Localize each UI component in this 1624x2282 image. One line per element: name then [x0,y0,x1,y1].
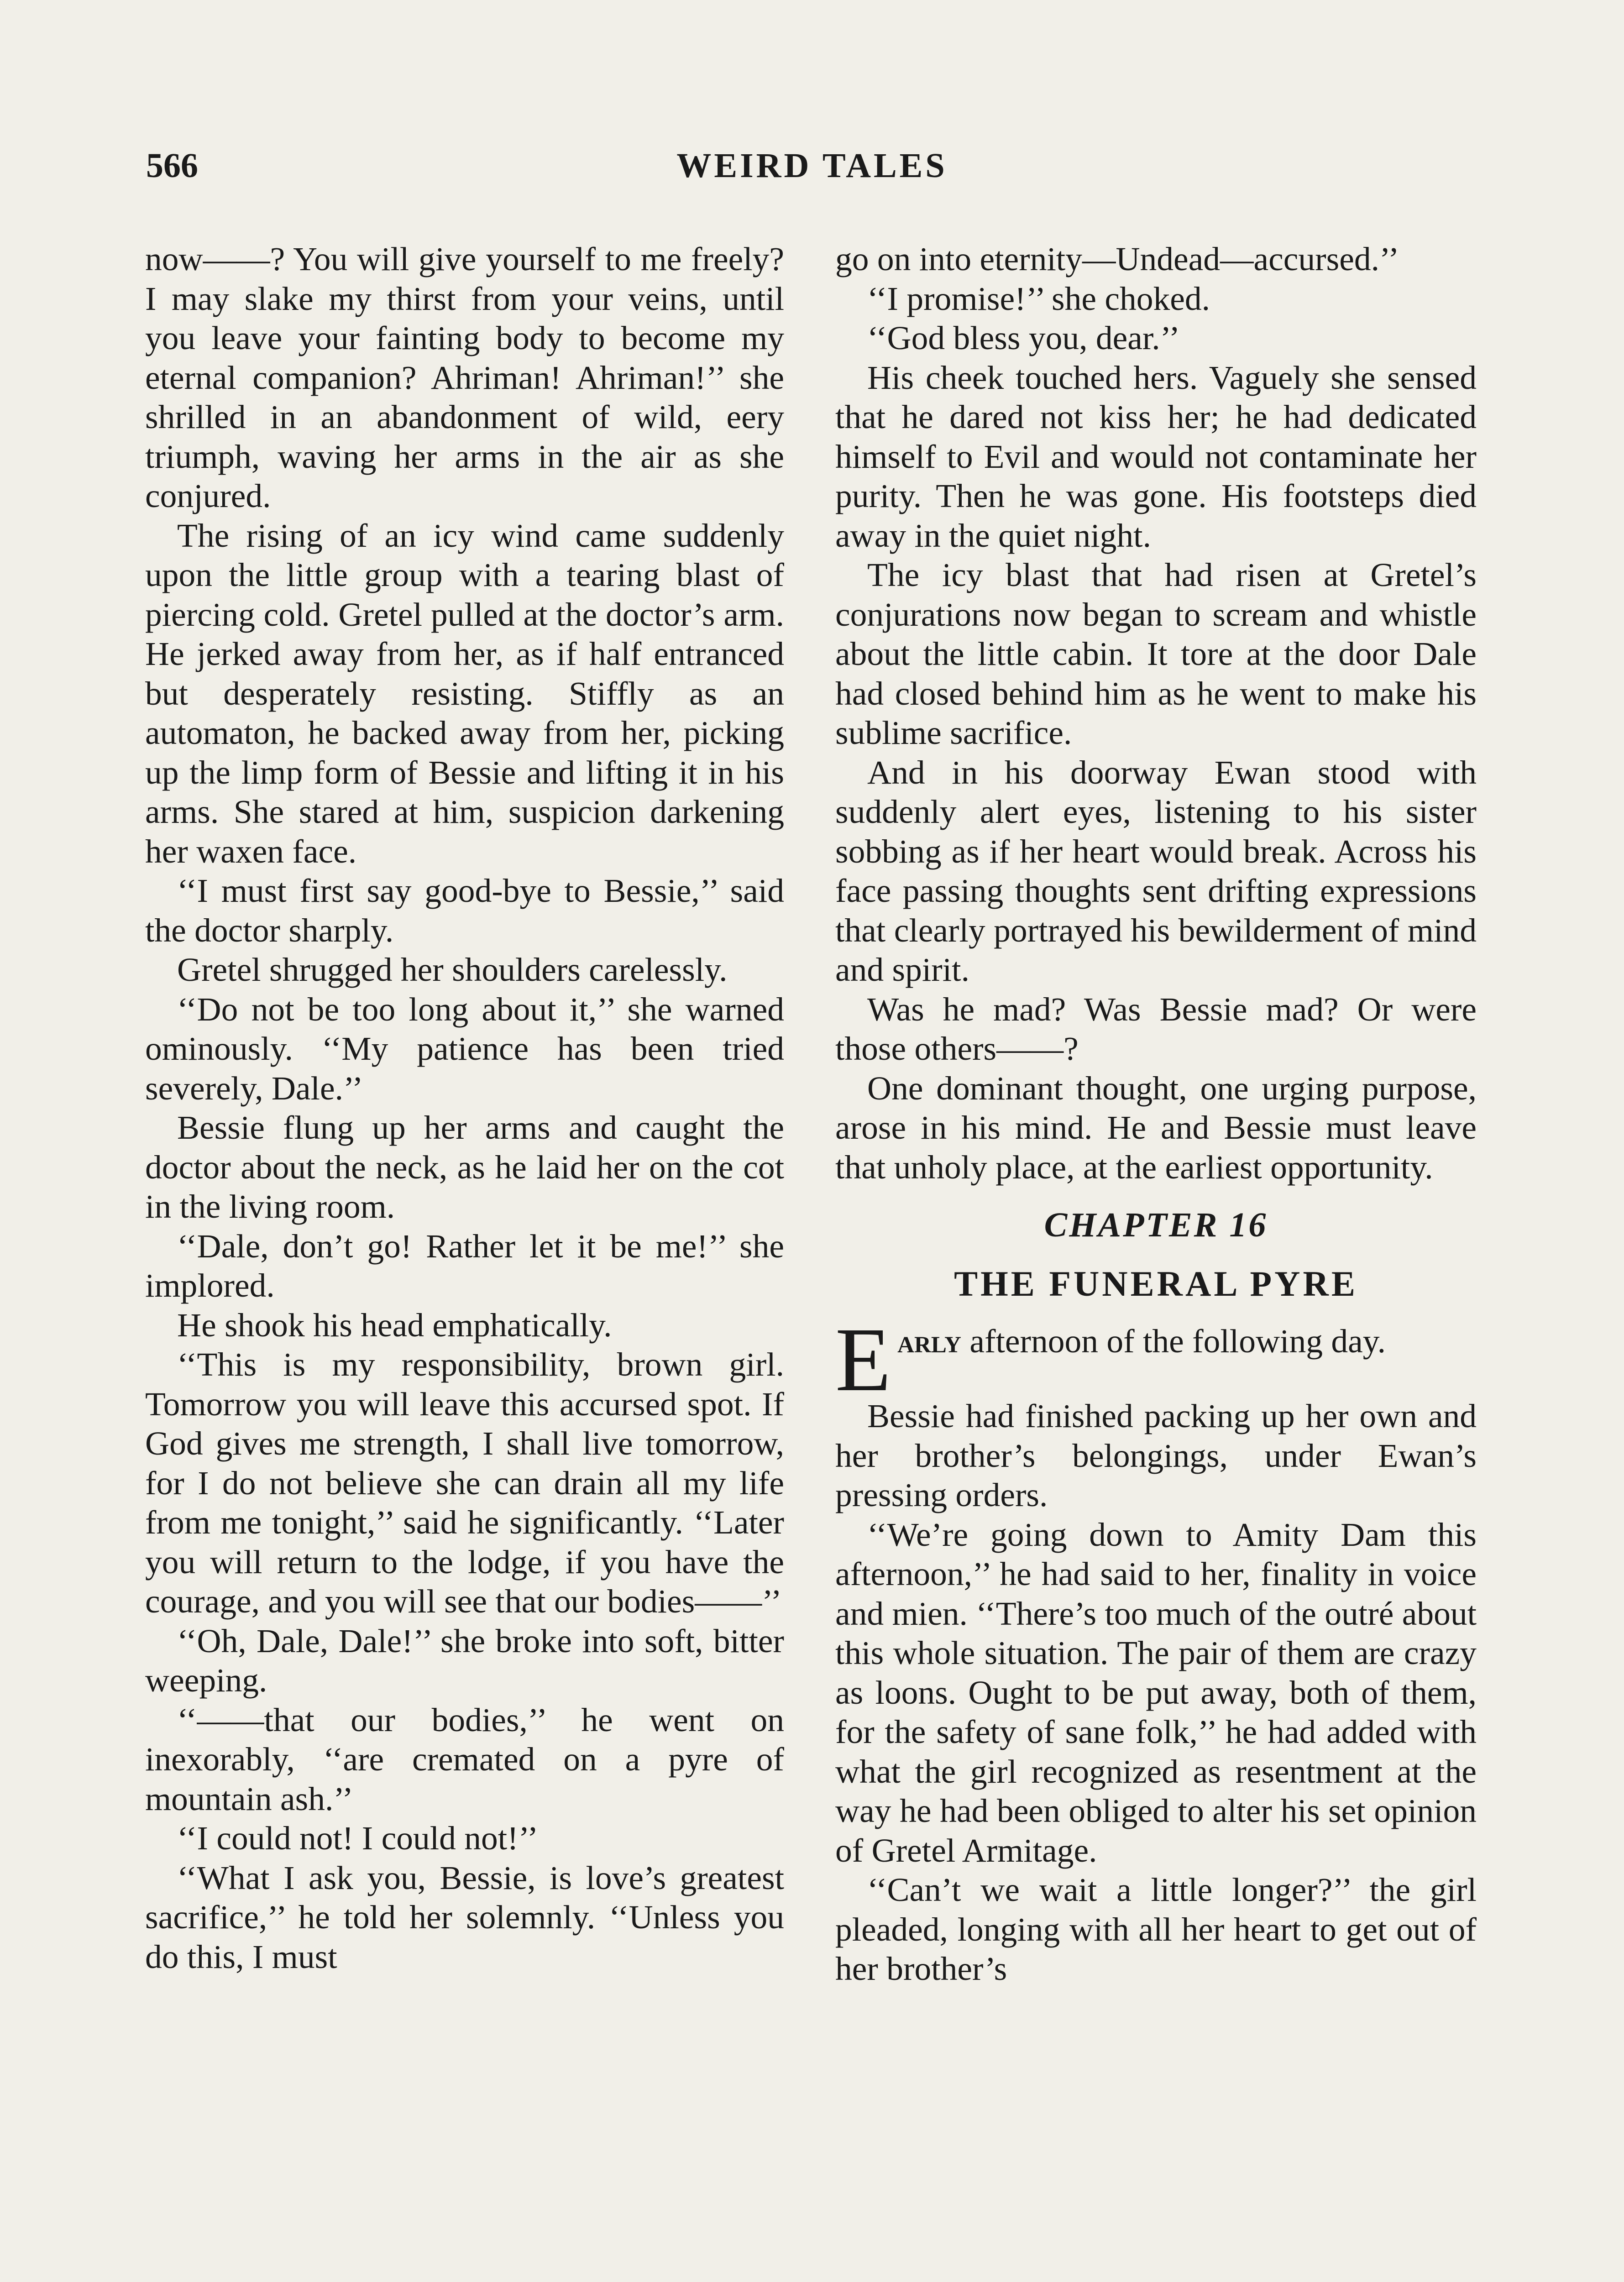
paragraph: ‘‘Do not be too long about it,’’ she warned ominously. ‘‘My patience has been tried severely, Dale.’’ [145,990,784,1107]
chapter-title: THE FUNERAL PYRE [954,1263,1358,1303]
paragraph: go on into eternity—Undead—accursed.’’ [835,241,1399,277]
paragraph: Bessie flung up her arms and caught the doctor about the neck, as he laid her on the cot in the living room. [145,1109,784,1225]
paragraph: Bessie had finished packing up her own and her brother’s belongings, under Ewan’s pressing orders. [835,1397,1477,1513]
paragraph: ‘‘Can’t we wait a little longer?’’ the girl pleaded, longing with all her heart to get out of her brother’s [835,1871,1477,1987]
paragraph: now——? You will give yourself to me freely? I may slake my thirst from your veins, until you leave your fainting body to become my eternal companion? Ahriman! Ahriman!’’ she shrilled in an abandonment of wild, eery triumph, waving her arms in the air as she conjured. [145,241,784,514]
paragraph: And in his doorway Ewan stood with suddenly alert eyes, listening to his sister sobbing as if her heart would break. Across his face passing thoughts sent drifting expressions that clearly portrayed his bewilderment of mind and spirit. [835,754,1477,988]
paragraph: ‘‘Dale, don’t go! Rather let it be me!’’ she implored. [145,1227,784,1304]
running-title: WEIRD TALES [676,147,948,185]
page-header [137,146,1487,201]
paragraph: ‘‘I promise!’’ she choked. [867,280,1210,317]
page-number: 566 [146,147,198,185]
paragraph: The icy blast that had risen at Gretel’s conjurations now began to scream and whistle about the little cabin. It tore at the door Dale had closed behind him as he went to make his sublime sacrifice. [835,556,1477,751]
paragraph: He shook his head emphatically. [177,1306,612,1344]
paragraph: ‘‘I must first say good-bye to Bessie,’’ said the doctor sharply. [145,872,784,949]
paragraph: Gretel shrugged her shoulders carelessly. [177,951,728,988]
drop-cap: E [835,1309,891,1410]
paragraph: Was he mad? Was Bessie mad? Or were those others——? [835,990,1477,1067]
paragraph: The rising of an icy wind came suddenly upon the little group with a tearing blast of piercing cold. Gretel pulled at the doctor’s arm. He jerked away from her, as if half entranced but desperately resisting. Stiffly as an automaton, he backed away from her, picking up the limp form of Bessie and lifting it in his arms. She stared at him, suspicion darkening her waxen face. [145,517,784,870]
chapter-label: CHAPTER 16 [1044,1206,1268,1244]
paragraph: ‘‘Oh, Dale, Dale!’’ she broke into soft, bitter weeping. [145,1622,784,1699]
paragraph: ‘‘——that our bodies,’’ he went on inexorably, ‘‘are cremated on a pyre of mountain ash.’’ [145,1701,784,1817]
paragraph: ‘‘This is my responsibility, brown girl. Tomorrow you will leave this accursed spot. If God gives me strength, I shall live tomorrow, for I do not believe she can drain all my life from me tonight,’’ said he significantly. ‘‘Later you will return to the lodge, if you have the courage, and you will see that our bodies——’’ [145,1346,784,1620]
paragraph: His cheek touched hers. Vaguely she sensed that he dared not kiss her; he had dedicated himself to Evil and would not contaminate her purity. Then he was gone. His footsteps died away in the quiet night. [835,359,1477,554]
chapter-opening [835,1309,1477,1410]
right-column [835,240,1477,1989]
opening-smallcaps: arly [897,1323,961,1360]
paragraph: ‘‘I could not! I could not!’’ [177,1820,539,1857]
paragraph: ‘‘We’re going down to Amity Dam this afternoon,’’ he had said to her, finality in voice and mien. ‘‘There’s too much of the outré about this whole situation. The pair of them are crazy as loons. Ought to be put away, both of them, for the safety of sane folk,’’ he had added with what the girl recognized as resentment at the way he had been obliged to alter his set opinion of Gretel Armitage. [835,1516,1477,1869]
opening-text: afternoon of the following day. [961,1323,1386,1360]
paragraph: ‘‘God bless you, dear.’’ [867,319,1180,356]
paragraph: One dominant thought, one urging purpose, arose in his mind. He and Bessie must leave that unholy place, at the earliest opportunity. [835,1069,1477,1186]
paragraph: ‘‘What I ask you, Bessie, is love’s greatest sacrifice,’’ he told her solemnly. ‘‘Unless you do this, I must [145,1859,784,1975]
left-column [145,240,784,1977]
